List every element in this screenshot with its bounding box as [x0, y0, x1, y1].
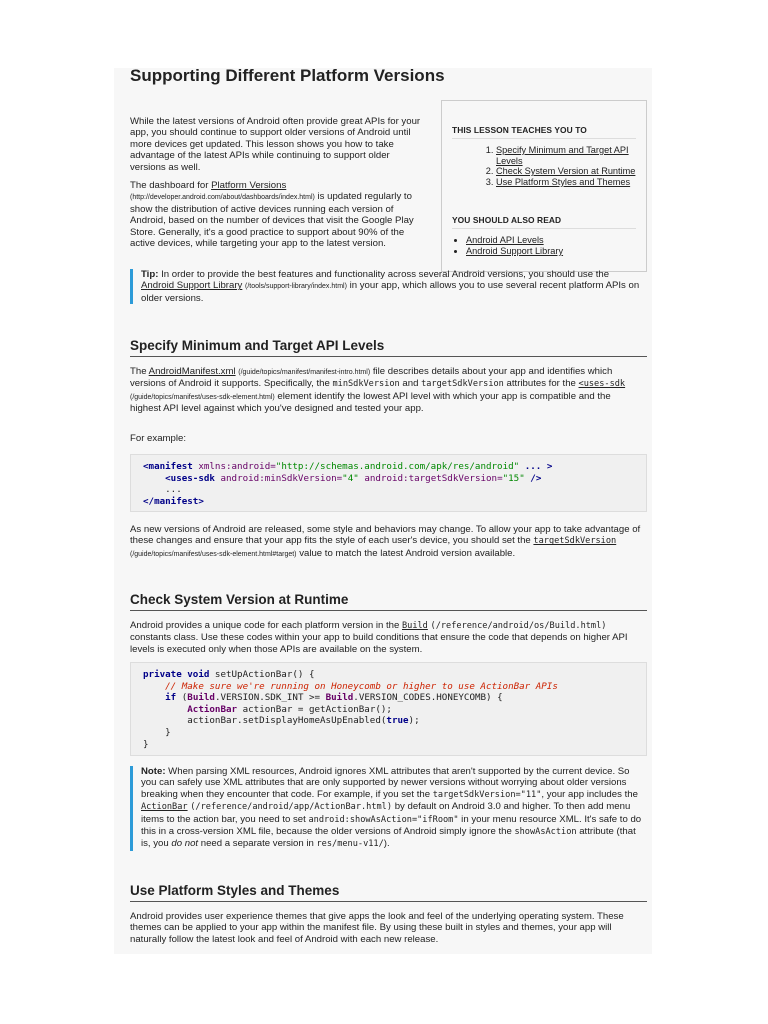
teaches-item[interactable] — [496, 145, 636, 166]
section-heading-styles-themes: Use Platform Styles and Themes — [130, 883, 647, 902]
link-source: (/tools/support-library/index.html) — [245, 283, 347, 291]
code-token: Build — [325, 692, 354, 704]
text: attribute (that is, you — [141, 826, 636, 850]
code-comment: // Make sure we're running on Honeycomb or higher to use ActionBar APIs — [165, 680, 558, 692]
teaches-link-styles-themes[interactable]: Use Platform Styles and Themes — [496, 176, 631, 187]
teaches-item[interactable] — [496, 177, 636, 188]
code-token: .VERSION_CODES.HONEYCOMB) { — [353, 692, 503, 704]
text: file describes details about your app and identifies which versions of Android it supports. Specifically, the — [130, 366, 613, 390]
section1-paragraph-2: For example: — [130, 433, 186, 444]
tip-callout — [130, 269, 641, 304]
target-sdk-link[interactable]: targetSdkVersion — [533, 536, 617, 547]
text: Android provides a unique code for each platform version in the — [130, 620, 402, 631]
code-token: Build — [187, 692, 215, 704]
inline-code: android:showAsAction="ifRoom" — [308, 814, 459, 825]
teaches-link-check-version[interactable]: Check System Version at Runtime — [496, 166, 636, 177]
text: need a separate version in — [198, 838, 317, 850]
code-token: if — [165, 692, 177, 704]
text: constants class. Use these codes within your app to build conditions that ensure the code that depends on higher API levels is executed only when those APIs are available on the system. — [130, 632, 628, 655]
support-library-link[interactable]: Android Support Library — [141, 280, 243, 292]
code-token: setUpActionBar() { — [209, 669, 315, 680]
code-token: <manifest — [143, 461, 193, 472]
text: As new versions of Android are released, some style and behaviors may change. To allow your app to take advantage of these changes and ensure that your app fits the style of each user's device, you should set the — [130, 524, 641, 547]
code-token: ActionBar — [187, 703, 238, 715]
build-link[interactable]: Build — [401, 621, 428, 631]
uses-sdk-link[interactable]: <uses-sdk — [578, 379, 626, 390]
intro-paragraph-1: While the latest versions of Android often provide great APIs for your app, you should continue to support older versions of Android until more devices get updated. This lesson shows you how to take advantage of the latest APIs while continuing to support older versions as well. — [130, 116, 421, 173]
text: by default on Android 3.0 and higher. To then add menu items to the action bar, you need to set — [141, 801, 631, 825]
code-token: ... > — [519, 461, 553, 472]
code-token: } — [165, 726, 171, 738]
text: is updated regularly to show the distribution of active devices running each version of Android, based on the number of devices that visit the Google Play Store. Generally, it's a good practice to support about 90% of the active devices, while targeting your app to the latest version. — [130, 191, 414, 250]
text: in your menu resource XML. It's safe to do this in a cross-version XML file, because the older versions of Android simply ignore the — [141, 813, 642, 838]
text: in your app, which allows you to use several recent platform APIs on older versions. — [141, 280, 640, 304]
platform-versions-link[interactable]: Platform Versions — [211, 180, 287, 192]
code-token: private void — [143, 669, 210, 680]
manifest-code-block — [130, 454, 647, 512]
section3-paragraph-1: Android provides user experience themes that give apps the look and feel of the underlying operating system. These themes can be applied to your app within the manifest file. By using these built in styles and themes, your app will naturally follow the latest look and feel of Android with each new release. — [130, 911, 624, 945]
inline-code: targetSdkVersion="11" — [432, 789, 542, 800]
code-token: "4" — [342, 472, 359, 484]
text: When parsing XML resources, Android ignores XML attributes that aren't supported by the current device. So you can safely use XML attributes that are only supported by newer versions without worrying about older versions breaking when they encounter that code. For example, if you set the — [141, 766, 630, 800]
inline-code: showAsAction — [514, 827, 577, 838]
link-source: (/reference/android/os/Build.html) — [430, 621, 607, 631]
read-heading: YOU SHOULD ALSO READ — [452, 215, 636, 229]
intro — [130, 116, 425, 256]
read-item[interactable] — [466, 235, 636, 246]
code-token: .VERSION.SDK_INT >= — [214, 692, 326, 704]
section-heading-min-target: Specify Minimum and Target API Levels — [130, 338, 647, 357]
text: element identify the lowest API level with which your app is compatible and the highest API level against which you've designed and tested your app. — [130, 390, 611, 415]
code-token: android:targetSdkVersion= — [358, 472, 503, 484]
code-token: actionBar = getActionBar(); — [237, 703, 392, 715]
link-source: (/guide/topics/manifest/uses-sdk-element.html#target) — [130, 550, 297, 558]
link-source: (/reference/android/app/ActionBar.html) — [190, 802, 393, 813]
teaches-item[interactable] — [496, 166, 636, 177]
teaches-list — [452, 145, 636, 187]
read-list — [452, 235, 636, 256]
code-token: } — [143, 738, 149, 750]
code-token: "http://schemas.android.com/apk/res/android" — [275, 461, 520, 472]
emphasis: do not — [171, 838, 199, 850]
code-token: ( — [176, 692, 188, 704]
note-callout — [130, 766, 646, 851]
code-token: xmlns:android= — [192, 461, 276, 472]
text: ). — [383, 838, 390, 850]
code-token: ... — [165, 484, 182, 496]
section1-paragraph-3 — [130, 524, 642, 560]
lesson-sidebar — [441, 100, 647, 272]
read-link-support-library[interactable]: Android Support Library — [466, 245, 564, 256]
inline-code: res/menu-v11/ — [316, 839, 384, 850]
inline-code: targetSdkVersion — [421, 379, 504, 390]
teaches-heading: THIS LESSON TEACHES YOU TO — [452, 125, 636, 139]
read-item[interactable] — [466, 246, 636, 257]
code-token: /> — [524, 472, 542, 484]
note-label: Note: — [141, 766, 166, 777]
code-token: true — [386, 715, 409, 727]
text: attributes for the — [503, 378, 579, 390]
code-token: android:minSdkVersion= — [214, 472, 343, 484]
code-token: "15" — [502, 472, 525, 484]
teaches-link-min-target[interactable]: Specify Minimum and Target API Levels — [496, 145, 629, 166]
code-token: actionBar.setDisplayHomeAsUpEnabled( — [187, 715, 387, 727]
code-token: ); — [408, 715, 420, 727]
page-title: Supporting Different Platform Versions — [130, 66, 445, 85]
text: and — [399, 378, 422, 390]
section2-paragraph-1 — [130, 620, 642, 655]
section-heading-check-version: Check System Version at Runtime — [130, 592, 647, 611]
section1-paragraph-1 — [130, 366, 642, 415]
code-token: </manifest> — [143, 495, 204, 507]
text: The — [130, 366, 149, 377]
text: The dashboard for — [130, 180, 212, 192]
tip-label: Tip: — [141, 269, 159, 280]
inline-code: minSdkVersion — [332, 379, 400, 390]
manifest-link[interactable]: AndroidManifest.xml — [148, 366, 236, 377]
document-page — [114, 68, 652, 954]
intro-paragraph-2 — [130, 180, 425, 249]
text: value to match the latest Android version available. — [296, 547, 516, 559]
text: , your app includes the — [541, 788, 638, 800]
link-source: (http://developer.android.com/about/dashboards/index.html) — [130, 194, 315, 202]
code-token: <uses-sdk — [165, 472, 215, 484]
read-link-api-levels[interactable]: Android API Levels — [466, 235, 544, 246]
java-code-block — [130, 662, 647, 756]
actionbar-link[interactable]: ActionBar — [141, 802, 188, 813]
text: In order to provide the best features and functionality across several Android versions, you should use the — [158, 269, 610, 280]
link-source: (/guide/topics/manifest/uses-sdk-element.html) — [130, 393, 275, 401]
link-source: (/guide/topics/manifest/manifest-intro.html) — [238, 369, 371, 376]
